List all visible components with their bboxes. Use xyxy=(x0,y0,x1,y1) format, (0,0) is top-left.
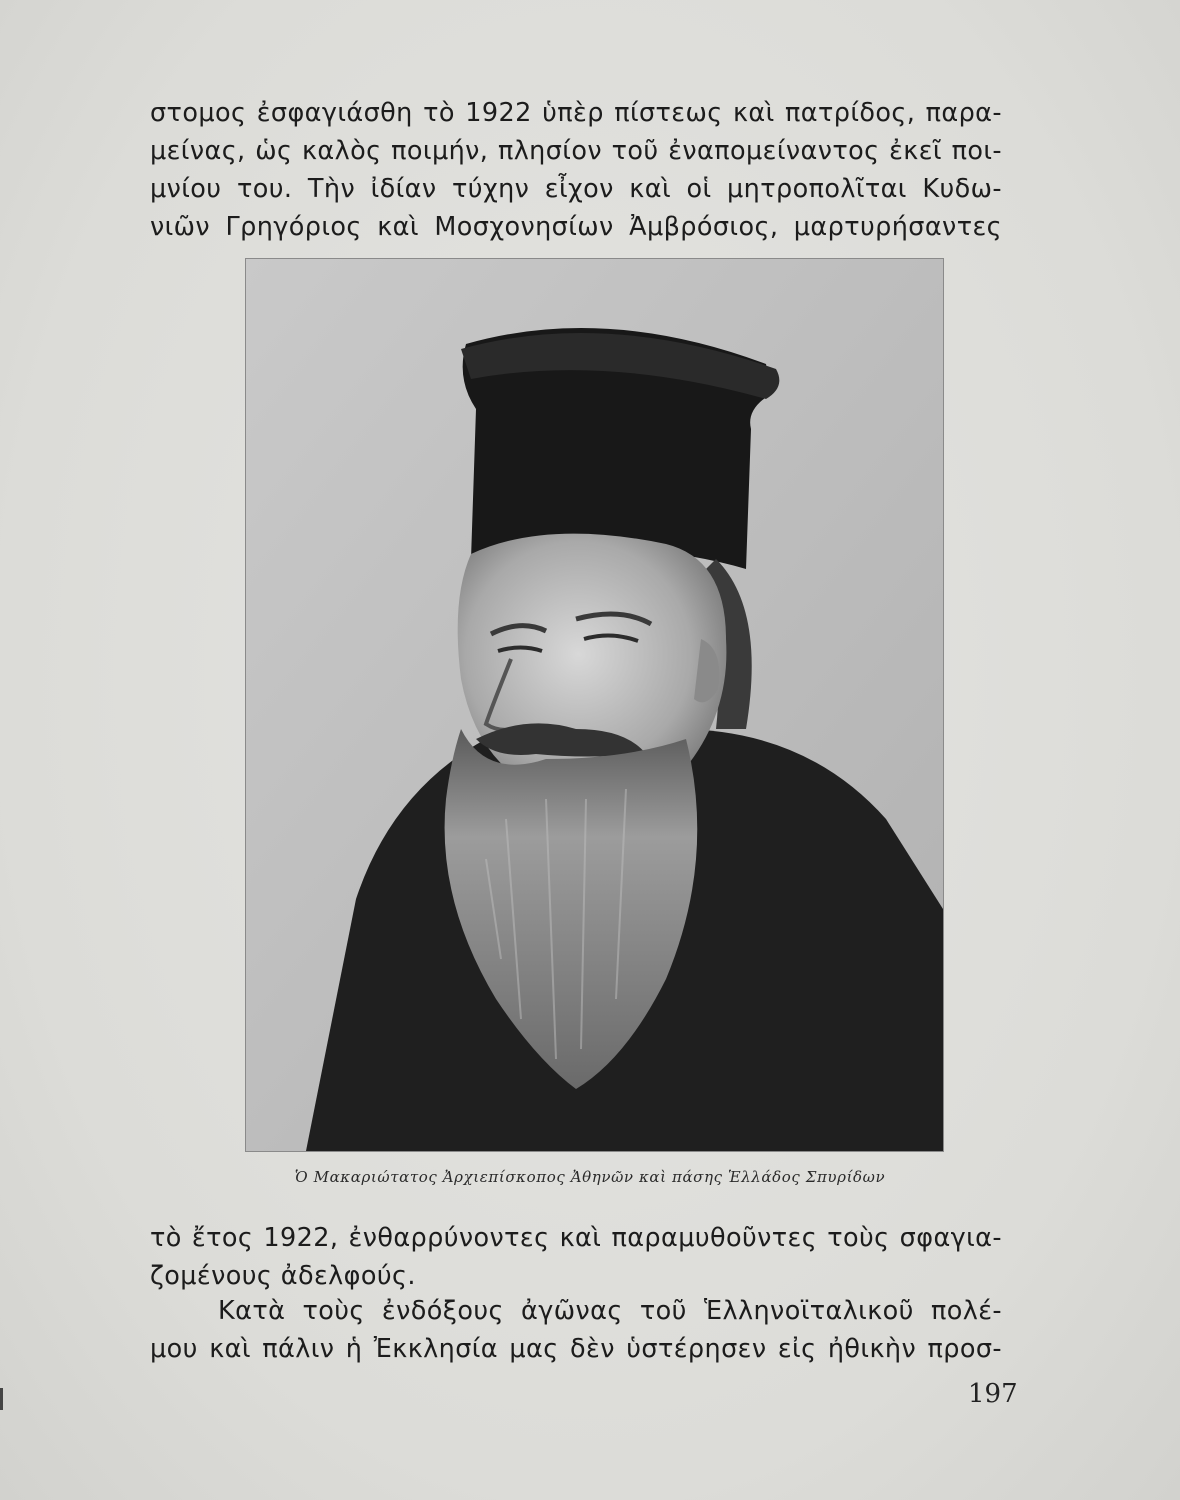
text-line: μου καὶ πάλιν ἡ Ἐκκλησία μας δὲν ὑστέρησεν εἰς ἠθικὴν προσ- xyxy=(150,1334,1002,1364)
text-line: μείνας, ὡς καλὸς ποιμήν, πλησίον τοῦ ἐναπομείναντος ἐκεῖ ποι- xyxy=(150,136,1002,166)
paragraph-continued xyxy=(150,1219,1002,1295)
text-line: στομος ἐσφαγιάσθη τὸ 1922 ὑπὲρ πίστεως καὶ πατρίδος, παρα- xyxy=(150,98,1002,128)
text-line: τὸ ἔτος 1922, ἐνθαρρύνοντες καὶ παραμυθοῦντες τοὺς σφαγια- xyxy=(150,1223,1002,1253)
portrait-photo xyxy=(245,258,944,1152)
paragraph-next xyxy=(150,1292,1002,1368)
binding-mark xyxy=(0,1388,3,1410)
paragraph-top xyxy=(150,94,1002,246)
text-line: Κατὰ τοὺς ἐνδόξους ἀγῶνας τοῦ Ἑλληνοϊταλικοῦ πολέ- xyxy=(218,1296,1002,1326)
page-number: 197 xyxy=(968,1379,1018,1409)
text-line: ζομένους ἀδελφούς. xyxy=(150,1261,416,1291)
text-line: μνίου του. Τὴν ἰδίαν τύχην εἶχον καὶ οἱ μητροπολῖται Κυδω- xyxy=(150,174,1002,204)
photo-caption: Ὁ Μακαριώτατος Ἀρχιεπίσκοπος Ἀθηνῶν καὶ πάσης Ἑλλάδος Σπυρίδων xyxy=(294,1168,886,1186)
text-line: νιῶν Γρηγόριος καὶ Μοσχονησίων Ἀμβρόσιος, μαρτυρήσαντες xyxy=(150,212,1002,242)
portrait-illustration xyxy=(246,259,943,1151)
